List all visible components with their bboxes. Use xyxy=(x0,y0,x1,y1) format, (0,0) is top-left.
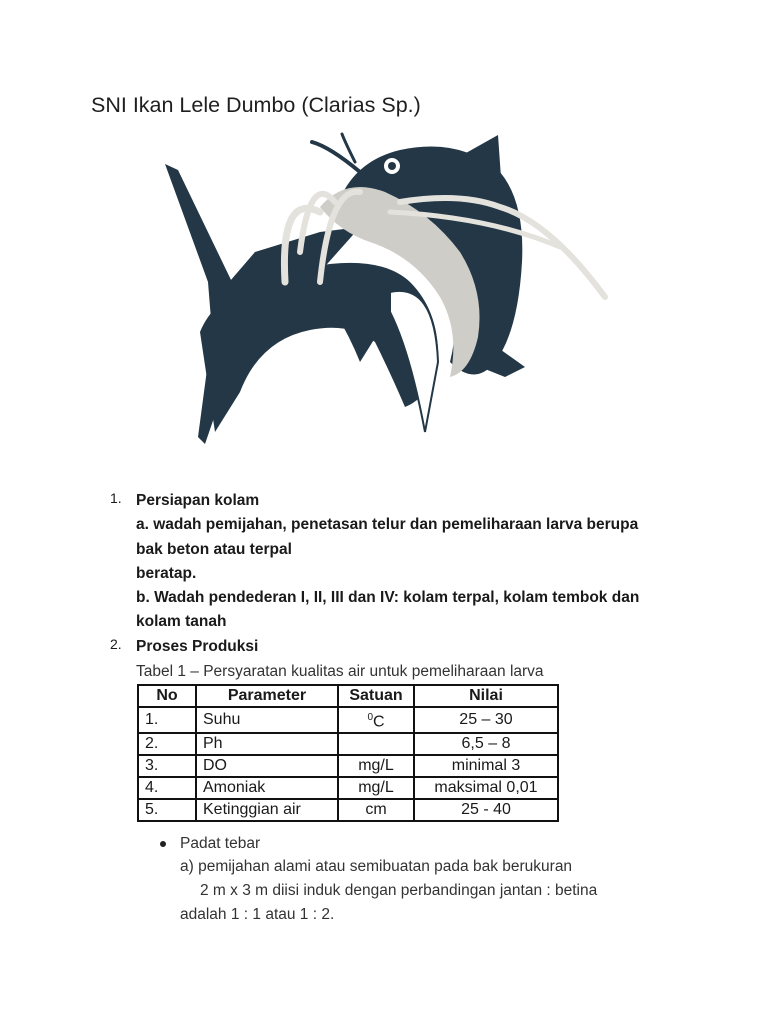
temp-unit: C xyxy=(373,713,385,731)
water-quality-table xyxy=(137,684,559,822)
table-row xyxy=(138,707,558,733)
bullet-item xyxy=(160,832,260,856)
section-heading: Proses Produksi xyxy=(136,637,259,655)
paragraph-line: adalah 1 : 1 atau 1 : 2. xyxy=(180,905,335,923)
table-cell: Ph xyxy=(196,733,338,755)
bullet-dot-icon xyxy=(160,841,166,847)
table-header: Parameter xyxy=(196,685,338,707)
table-cell: 6,5 – 8 xyxy=(414,733,558,755)
table-cell: Amoniak xyxy=(196,777,338,799)
section-line: b. Wadah pendederan I, II, III dan IV: kolam terpal, kolam tembok dan xyxy=(136,589,640,607)
table-cell: 2. xyxy=(138,733,196,755)
table-row xyxy=(138,799,558,821)
page-title: SNI Ikan Lele Dumbo (Clarias Sp.) xyxy=(91,93,421,117)
bullet-paragraph xyxy=(180,855,597,926)
list-item-persiapan xyxy=(110,489,710,635)
paragraph-line: 2 m x 3 m diisi induk dengan perbandingan jantan : betina xyxy=(200,881,598,899)
section-line: a. wadah pemijahan, penetasan telur dan pemeliharaan larva berupa xyxy=(136,516,639,534)
table-cell: mg/L xyxy=(338,777,414,799)
table-cell: 5. xyxy=(138,799,196,821)
paragraph-line: a) pemijahan alami atau semibuatan pada bak berukuran xyxy=(180,858,573,875)
table-cell: 1. xyxy=(138,707,196,733)
table-cell: cm xyxy=(338,799,414,821)
table-cell: minimal 3 xyxy=(414,755,558,777)
table-row xyxy=(138,755,558,777)
table-header-row xyxy=(138,685,558,707)
list-number: 2. xyxy=(110,635,122,652)
table-caption: Tabel 1 – Persyaratan kualitas air untuk pemeliharaan larva xyxy=(136,663,544,681)
section-heading: Persiapan kolam xyxy=(136,492,260,509)
table-cell: DO xyxy=(196,755,338,777)
catfish-illustration xyxy=(160,132,610,444)
table-header: No xyxy=(138,685,196,707)
table-cell: 3. xyxy=(138,755,196,777)
bullet-label: Padat tebar xyxy=(180,835,261,852)
table-cell: 4. xyxy=(138,777,196,799)
table-header: Satuan xyxy=(338,685,414,707)
numbered-list xyxy=(110,489,710,685)
table-cell: mg/L xyxy=(338,755,414,777)
table-cell: Ketinggian air xyxy=(196,799,338,821)
table-header: Nilai xyxy=(414,685,558,707)
table-cell-unit xyxy=(338,707,414,733)
section-line: kolam tanah xyxy=(136,613,227,631)
section-line: beratap. xyxy=(136,564,197,582)
table-cell: maksimal 0,01 xyxy=(414,777,558,799)
table-cell: Suhu xyxy=(196,707,338,733)
section-line: bak beton atau terpal xyxy=(136,540,292,558)
table-cell: 25 - 40 xyxy=(414,799,558,821)
table-row xyxy=(138,777,558,799)
table-row xyxy=(138,733,558,755)
list-item-proses xyxy=(110,635,710,685)
list-number: 1. xyxy=(110,490,122,506)
table-cell: 25 – 30 xyxy=(414,707,558,733)
table-cell xyxy=(338,733,414,755)
temp-unit-degree: 0 xyxy=(367,712,373,723)
